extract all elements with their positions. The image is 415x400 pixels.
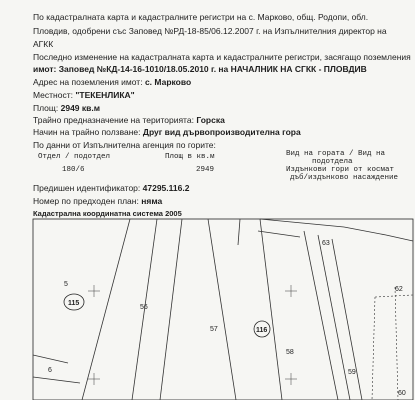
area-value: 2949 кв.м (60, 103, 101, 113)
locality-label: Местност: (33, 90, 73, 100)
plan-row (33, 197, 162, 206)
map-label-116: 116 (256, 327, 268, 334)
locality-row (33, 91, 135, 100)
forest-col1-header: Отдел / подотдел (38, 153, 111, 161)
area-row (33, 104, 100, 113)
map-label-57: 57 (210, 326, 218, 333)
map-label-62: 62 (395, 286, 403, 293)
forest-row-col3-1: Издънкови гори от космат (286, 166, 395, 174)
plan-label: Номер по предходен план: (33, 196, 139, 206)
forest-row-col3-2: дъб/издънково насаждение (290, 174, 399, 182)
purpose-label: Трайно предназначение на територията: (33, 115, 194, 125)
map-label-56: 56 (140, 304, 148, 311)
address-value: с. Марково (144, 77, 192, 87)
map-label-115: 115 (68, 300, 80, 307)
usage-row (33, 128, 301, 137)
forest-col2-header: Площ в кв.м (165, 153, 215, 161)
map-title: Кадастрална координатна система 2005 (33, 209, 182, 218)
map-label-63: 63 (322, 240, 330, 247)
amendment-line-2: имот: Заповед №КД-14-16-1010/18.05.2010 г. на НАЧАЛНИК НА СГКК - ПЛОВДИВ (33, 64, 367, 74)
cadastral-map (0, 217, 415, 400)
amendment-line-1: Последно изменение на кадастралната карта и кадастралните регистри, засягащо поземления (33, 52, 411, 62)
address-label: Адрес на поземления имот: (33, 77, 143, 87)
locality-value: "ТЕКЕНЛИКА" (75, 90, 135, 100)
map-label-58: 58 (286, 349, 294, 356)
header-line-3: АГКК (33, 39, 54, 49)
map-label-5: 5 (64, 281, 68, 288)
map-frame (33, 219, 413, 400)
plan-value: няма (141, 196, 163, 206)
prev-id-row (33, 184, 189, 193)
usage-value: Друг вид дървопроизводителна гора (142, 127, 301, 137)
area-label: Площ: (33, 103, 59, 113)
purpose-row (33, 116, 225, 125)
prev-id-label: Предишен идентификатор: (33, 183, 141, 193)
prev-id-value: 47295.116.2 (142, 183, 190, 193)
usage-label: Начин на трайно ползване: (33, 127, 141, 137)
forest-col3-header-1: Вид на гората / Вид на (286, 150, 386, 158)
forest-row-col2: 2949 (196, 166, 215, 174)
header-line-1: По кадастралната карта и кадастралните регистри на с. Марково, общ. Родопи, обл. (33, 12, 369, 22)
forest-col3-header-2: подотдела (312, 158, 353, 166)
map-label-6: 6 (48, 367, 52, 374)
forest-row-col1: 180/6 (62, 166, 85, 174)
agency-label: По данни от Изпълнителна агенция по горите: (33, 140, 216, 150)
map-label-59: 59 (348, 369, 356, 376)
map-label-60: 60 (398, 390, 406, 397)
header-line-2: Пловдив, одобрени със Заповед №РД-18-85/06.12.2007 г. на Изпълнителния директор на (33, 26, 387, 36)
address-row (33, 78, 191, 87)
purpose-value: Горска (196, 115, 225, 125)
